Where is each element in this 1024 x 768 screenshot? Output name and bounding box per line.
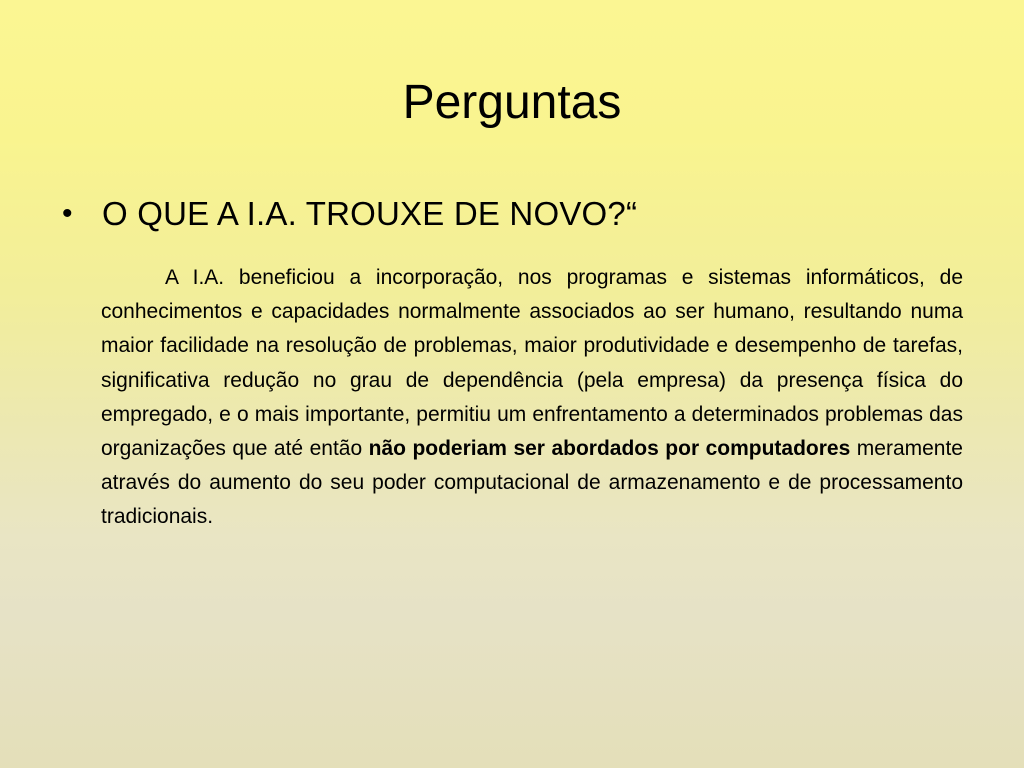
paragraph-emphasis: não poderiam ser abordados por computadores [368, 437, 851, 461]
bullet-item [62, 190, 962, 238]
paragraph-text-end: meramente através do aumento do seu poder computacional de armazenamento e de processamento tradicionais. [101, 437, 963, 529]
body-paragraph [101, 261, 963, 535]
slide-title: Perguntas [402, 76, 622, 129]
bullet-question: O QUE A I.A. TROUXE DE NOVO?“ [102, 195, 638, 232]
bullet-marker: • [62, 197, 73, 230]
paragraph-text-start: A I.A. beneficiou a incorporação, nos programas e sistemas informáticos, de conhecimentos e capacidades normalmente associados ao ser humano, resultando numa maior facilidade na resolução de problemas, maior produtividade e desempenho de tarefas, significativa redução no grau de dependência (pela empresa) da presença física do empregado, e o mais importante, permitiu um enfrentamento a determinados problemas das organizações que até então [101, 266, 963, 461]
